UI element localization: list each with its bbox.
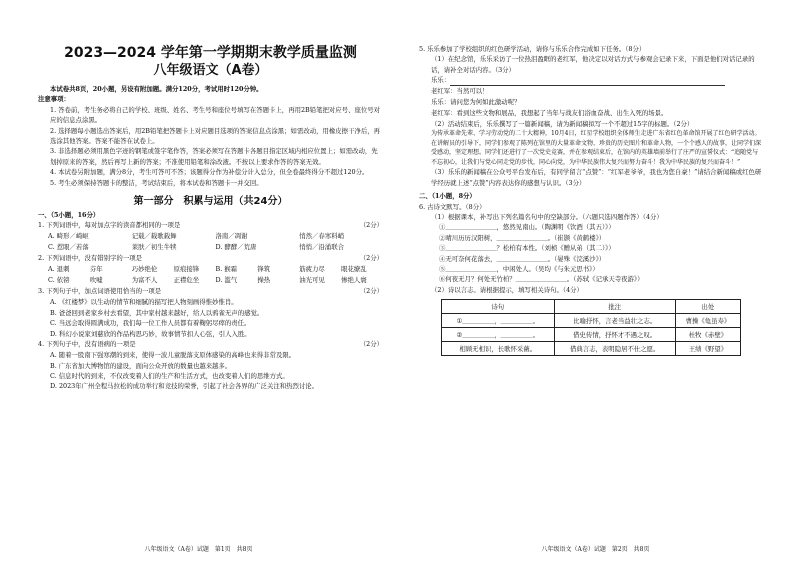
q2-options-row1: A. 退刺 芬年 巧妙绝伦 原痕接锋 B. 猴霜 锋筑 筋疲力尽 眼花缭乱 (48, 265, 367, 274)
note-item: 1. 答卷前，考生务必将自己的学校、班级、姓名、考生号和座位号填写在答题卡上，再用2B铅笔把对应号、座位号对应的信息点涂黑。 (50, 105, 381, 125)
exam-subtitle: 八年级语文（A卷） (153, 63, 268, 78)
table-header-row (442, 300, 741, 314)
q4-option-b: B. 广东省加大博物馆的建设，面向公众开放的数量也越来越多。 (50, 361, 232, 370)
news-passage: 为传承革命先辈、学习劳动党的二十大精神，10月4日，红星学校组织全体师生走进广东省红色革命馆开展了红色研学活动。在讲解员的引导下，同学们参观了陈列在馆里的大量革命文物、珍贵的历史图片和革命人物，一个个感人的故事，让同学们深受感动，坚定理想。同学们还进行了一次党史竞赛，并在参观结束后，在馆内的英雄墙前举行了庄严的宣誓仪式：“追随党与不忘初心，让我们与党心同走党的步伐，同心向党，为中华民族伟大复兴而努力奋斗！我为中华民族的复兴而奋斗！” (431, 130, 762, 166)
table-cell: 比喻抒怀，言老当益壮之志。 (554, 314, 675, 328)
table-row (442, 328, 741, 342)
question-5: 5. 乐乐参加了学校组织的红色研学活动，请你与乐乐合作完成如下任务。（8分） (419, 45, 646, 53)
question-6: 6. 古诗文默写。（8分） (419, 202, 486, 211)
dialogue-line-2: 老红军：当然可以！ (431, 87, 489, 96)
fill-line-1: ①＿＿＿＿＿＿＿＿，悠然见南山。（陶渊明《饮酒（其五）》） (439, 223, 615, 232)
page-footer-left: 八年级语文（A卷）试题 第1页 共8页 (144, 546, 253, 553)
exam-title: 2023—2024 学年第一学期期末教学质量监测 (64, 45, 357, 61)
page-footer-right: 八年级语文（A卷）试题 第2页 共8页 (541, 546, 650, 553)
question-1: 1. 下列词语中，每对加点字的读音都相同的一项是 （2分） (38, 221, 383, 230)
table-header: 批注 (554, 300, 675, 314)
q5-part2: （2）活动结束后，乐乐撰写了一篇新闻稿，请为新闻稿拟写一个不超过15字的标题。（2分） (431, 119, 694, 128)
note-item: 3. 非选择题必须用黑色字迹的钢笔或签字笔作答，答案必须写在答题卡各题目指定区域内相应位置上；如需改动，先划掉原来的答案，然后再写上新的答案；不准使用铅笔和涂改液。不按以上要求作答的答案无效。 (50, 147, 378, 166)
q5-part1: （1）在纪念馆，乐乐采访了一位热泪盈眶的老红军，他决定以对话方式与参观会记录下来，下面是他们对话记录的话，请补全对话内容。（3分） (431, 55, 755, 74)
table-header: 出处 (675, 300, 740, 314)
dialogue-line-4: 老红军：看到这些文物和展品，我想起了当年与战友们浴血奋战、出生入死的场景。 (431, 109, 668, 118)
intro-text: 本试卷共8页，20小题，另设有附加题。满分120分，考试用时120分钟。 (50, 85, 263, 93)
dialogue-line-1: 乐乐： (419, 75, 764, 86)
q4-option-a: A. 随着一股南下强寒潮的到来，使得一波儿童脱落支原体感染的高峰也来得非常及限。 (50, 351, 296, 360)
answer-blank[interactable] (450, 85, 725, 86)
q2-options-row2: C. 依镑 吹嘘 为富不人 正襟危坐 D. 滥气 操热 油光可见 惨绝人寰 (48, 276, 367, 285)
table-row (442, 342, 741, 356)
question-4: 4. 下列句子中，没有语病的一项是 （2分） (38, 340, 383, 349)
q4-option-d: D. 2023年广州全程马拉松的成功举行和竞技的荣誉，引起了社会各界的广泛关注和热烈讨论。 (50, 382, 319, 391)
table-cell: 曹操《龟虽寿》 (675, 314, 740, 328)
q3-option-b: B. 爸爸回到老家乡村去看望，其中家村越来越好，给人以鸦雀无声的感觉。 (50, 308, 264, 317)
dialogue-line-3: 乐乐：请问您为何如此激动呢？ (431, 98, 521, 107)
note-item: 5. 考生必须保持答题卡的整洁，考试结束后，将本试卷和答题卡一并交回。 (50, 178, 263, 187)
note-item: 2. 选择题每小题选出答案后，用2B铅笔把答题卡上对应题目选项的答案信息点涂黑；如需改动，用橡皮擦干净后，再选涂其他答案。答案不能答在试卷上。 (50, 126, 381, 146)
q1-options-row2: C. 惹眼／若落 莱肤／初生牛犊 D. 酵酵／荒唐 悄悄／沿涌联合 (48, 243, 344, 252)
table-cell: 王绩《野望》 (675, 342, 740, 356)
table-cell: 借史传情，抒怀才不遇之叹。 (554, 328, 675, 342)
q6-part1: （1）根据课本，补写出下列名篇名句中的空缺部分。（六题只选四题作答）（4分） (431, 213, 663, 222)
notes-title: 注意事项： (38, 95, 70, 104)
question-3: 3. 下列句子中，加点词语使用恰当的一项是 （2分） (38, 287, 383, 296)
table-cell[interactable]: ①＿＿＿＿＿，＿＿＿＿＿。 (442, 314, 555, 328)
q3-option-c: C. 当远会取得圆满成功，我们每一位工作人员都有着鞠躬尽瘁的责任。 (50, 319, 251, 328)
table-cell[interactable]: ②＿＿＿＿＿，＿＿＿＿＿。 (442, 328, 555, 342)
q5-part3: （3）乐乐的新闻稿在公众号平台发布后，有同学留言“点赞”：“红军老爷爷，我也为您自豪！”请结合新闻稿或红色研学经历就上述“点赞”内容表达你的感想与认识。（3分） (431, 168, 762, 187)
table-header: 诗句 (442, 300, 555, 314)
note-item: 4. 本试卷另附加题，满分8分，考生可答可不答；该题得分作为补偿分计入总分，但全卷最终得分不超过120分。 (50, 168, 369, 177)
page-right (397, 0, 794, 561)
q3-option-a: A. 《红楼梦》以生动的情节和细腻的描写把人物刻画得惟妙惟肖。 (50, 298, 238, 307)
q6-part2: （2）诗以言志。请根据提示，填写相关诗句。（4分） (431, 285, 583, 294)
q1-options-row1: A. 畸形／崎岖 记载／载歌载舞 洛南／凋谢 悄然／春寒料峭 (48, 232, 344, 241)
fill-line-2: ②晴川历历汉阳树，＿＿＿＿＿＿＿＿。（崔颢《黄鹤楼》） (439, 233, 606, 242)
section2-heading: 二、（1小题，8分） (419, 192, 476, 201)
table-cell: 借典言志，表明隐居不仕之愿。 (554, 342, 675, 356)
fill-line-4: ④无可奈何花落去，＿＿＿＿＿＿＿＿。（晏殊《浣溪沙》） (439, 254, 606, 263)
q4-option-c: C. 信息时代的到来，不仅改变着人们的生产和生活方式，也改变着人们的思维方式。 (50, 371, 289, 380)
table-cell: 杜牧《赤壁》 (675, 328, 740, 342)
part1-heading: 第一部分 积累与运用（共24分） (133, 196, 288, 208)
fill-line-6: ⑥何夜无月？何处无竹柏？＿＿＿＿＿＿＿＿。（苏轼《记承天寺夜游》） (439, 275, 644, 284)
poem-table (441, 299, 741, 356)
table-row (442, 314, 741, 328)
question-2: 2. 下列词语中，没有错别字的一项是 （2分） (38, 254, 383, 263)
table-cell: 相顾无相识，长歌怀采薇。 (442, 342, 555, 356)
fill-line-3: ③＿＿＿＿＿＿＿＿？松柏有本性。（刘桢《赠从弟（其二）》） (439, 244, 615, 253)
q3-option-d: D. 科幻小说家刘慈欣的作品构思巧妙，故事情节扣人心弦，引人入胜。 (50, 329, 251, 338)
fill-line-5: ⑤＿＿＿＿＿＿＿＿，中闲处人。（吴均《与朱元思书》） (439, 265, 599, 274)
notes-list (38, 105, 383, 188)
section1-heading: 一、（5小题，16分） (38, 211, 100, 220)
